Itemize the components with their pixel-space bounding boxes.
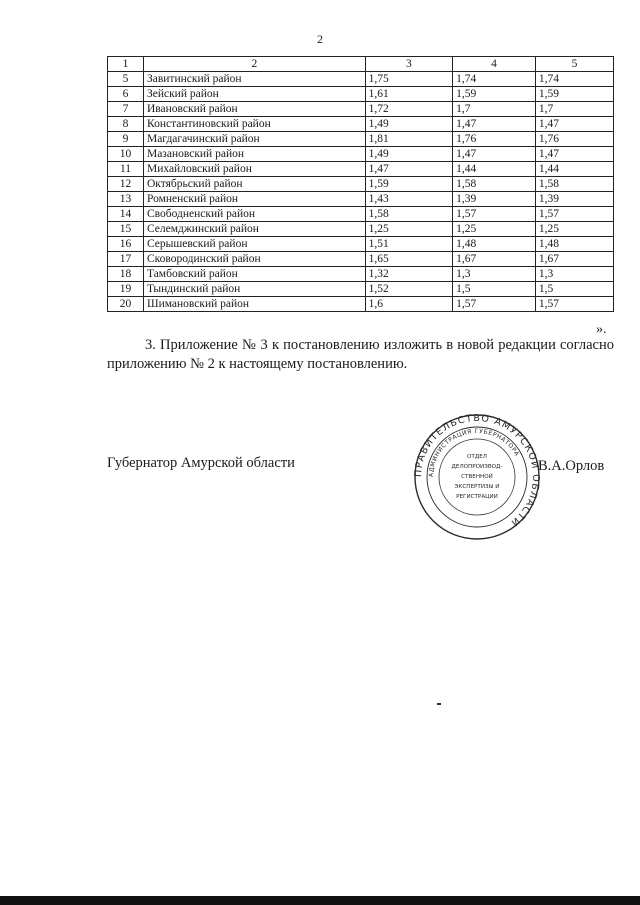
row-number: 18	[108, 267, 144, 282]
row-number: 8	[108, 117, 144, 132]
district-name: Магдагачинский район	[143, 132, 365, 147]
value-col-3: 1,81	[365, 132, 452, 147]
table-row	[108, 207, 614, 222]
value-col-3: 1,65	[365, 252, 452, 267]
seal-center-line-4: ЭКСПЕРТИЗЫ И	[454, 484, 500, 490]
value-col-5: 1,39	[535, 192, 613, 207]
value-col-3: 1,47	[365, 162, 452, 177]
value-col-5: 1,57	[535, 297, 613, 312]
district-name: Зейский район	[143, 87, 365, 102]
value-col-4: 1,25	[453, 222, 536, 237]
table-row	[108, 252, 614, 267]
value-col-4: 1,57	[453, 207, 536, 222]
district-name: Свободненский район	[143, 207, 365, 222]
table-row	[108, 87, 614, 102]
value-col-3: 1,52	[365, 282, 452, 297]
value-col-5: 1,67	[535, 252, 613, 267]
row-number: 6	[108, 87, 144, 102]
column-header-4: 4	[453, 57, 536, 72]
row-number: 17	[108, 252, 144, 267]
value-col-3: 1,25	[365, 222, 452, 237]
value-col-5: 1,47	[535, 147, 613, 162]
value-col-4: 1,58	[453, 177, 536, 192]
seal-center-line-3: СТВЕННОЙ	[461, 474, 493, 480]
row-number: 16	[108, 237, 144, 252]
signatory-name: В.А.Орлов	[538, 458, 605, 474]
value-col-3: 1,49	[365, 147, 452, 162]
value-col-5: 1,44	[535, 162, 613, 177]
row-number: 15	[108, 222, 144, 237]
table-header-row	[108, 57, 614, 72]
value-col-4: 1,57	[453, 297, 536, 312]
signature-title: Губернатор Амурской области	[107, 455, 295, 471]
district-name: Селемджинский район	[143, 222, 365, 237]
seal-center-line-1: ОТДЕЛ	[467, 454, 487, 460]
value-col-5: 1,57	[535, 207, 613, 222]
amendment-paragraph: 3. Приложение № 3 к постановлению изложить в новой редакции согласно приложению № 2 к настоящему постановлению.	[107, 337, 614, 372]
district-name: Завитинский район	[143, 72, 365, 87]
district-name: Мазановский район	[143, 147, 365, 162]
value-col-5: 1,48	[535, 237, 613, 252]
seal-outer-text: ПРАВИТЕЛЬСТВО АМУРСКОЙ ОБЛАСТИ	[412, 412, 542, 529]
district-name: Михайловский район	[143, 162, 365, 177]
row-number: 20	[108, 297, 144, 312]
value-col-3: 1,75	[365, 72, 452, 87]
value-col-4: 1,44	[453, 162, 536, 177]
value-col-3: 1,59	[365, 177, 452, 192]
district-name: Сковородинский район	[143, 252, 365, 267]
value-col-3: 1,58	[365, 207, 452, 222]
value-col-5: 1,3	[535, 267, 613, 282]
district-name: Константиновский район	[143, 117, 365, 132]
district-name: Октябрьский район	[143, 177, 365, 192]
district-name: Шимановский район	[143, 297, 365, 312]
value-col-4: 1,7	[453, 102, 536, 117]
table-row	[108, 282, 614, 297]
row-number: 9	[108, 132, 144, 147]
row-number: 11	[108, 162, 144, 177]
table-row	[108, 72, 614, 87]
row-number: 14	[108, 207, 144, 222]
table-row	[108, 162, 614, 177]
value-col-3: 1,6	[365, 297, 452, 312]
value-col-5: 1,25	[535, 222, 613, 237]
value-col-4: 1,39	[453, 192, 536, 207]
closing-quote: ».	[596, 322, 607, 337]
row-number: 5	[108, 72, 144, 87]
table-row	[108, 117, 614, 132]
seal-center-line-2: ДЕЛОПРОИЗВОД-	[451, 464, 503, 470]
row-number: 19	[108, 282, 144, 297]
table-row	[108, 147, 614, 162]
district-name: Ивановский район	[143, 102, 365, 117]
table-row	[108, 297, 614, 312]
value-col-5: 1,7	[535, 102, 613, 117]
row-number: 13	[108, 192, 144, 207]
value-col-4: 1,47	[453, 147, 536, 162]
column-header-1: 1	[108, 57, 144, 72]
value-col-4: 1,76	[453, 132, 536, 147]
row-number: 10	[108, 147, 144, 162]
page-number: 2	[317, 32, 323, 46]
value-col-3: 1,49	[365, 117, 452, 132]
seal-inner-text: АДМИНИСТРАЦИЯ ГУБЕРНАТОРА	[427, 427, 521, 478]
table-row	[108, 132, 614, 147]
row-number: 12	[108, 177, 144, 192]
value-col-4: 1,74	[453, 72, 536, 87]
column-header-2: 2	[143, 57, 365, 72]
value-col-4: 1,3	[453, 267, 536, 282]
table-row	[108, 102, 614, 117]
district-name: Тамбовский район	[143, 267, 365, 282]
value-col-4: 1,59	[453, 87, 536, 102]
value-col-5: 1,74	[535, 72, 613, 87]
district-name: Ромненский район	[143, 192, 365, 207]
scan-speck	[437, 703, 441, 705]
official-seal-stamp	[412, 412, 542, 542]
districts-coefficients-table	[107, 56, 614, 312]
column-header-5: 5	[535, 57, 613, 72]
value-col-5: 1,76	[535, 132, 613, 147]
value-col-4: 1,47	[453, 117, 536, 132]
table-row	[108, 222, 614, 237]
column-header-3: 3	[365, 57, 452, 72]
scan-edge-bar	[0, 896, 640, 905]
table-body	[108, 57, 614, 312]
value-col-4: 1,48	[453, 237, 536, 252]
seal-center-line-5: РЕГИСТРАЦИИ	[456, 494, 498, 500]
value-col-5: 1,47	[535, 117, 613, 132]
district-name: Серышевский район	[143, 237, 365, 252]
value-col-5: 1,5	[535, 282, 613, 297]
value-col-3: 1,61	[365, 87, 452, 102]
value-col-5: 1,59	[535, 87, 613, 102]
value-col-4: 1,67	[453, 252, 536, 267]
value-col-5: 1,58	[535, 177, 613, 192]
table-row	[108, 192, 614, 207]
table-row	[108, 237, 614, 252]
value-col-3: 1,43	[365, 192, 452, 207]
value-col-4: 1,5	[453, 282, 536, 297]
value-col-3: 1,51	[365, 237, 452, 252]
value-col-3: 1,32	[365, 267, 452, 282]
table-row	[108, 177, 614, 192]
district-name: Тындинский район	[143, 282, 365, 297]
value-col-3: 1,72	[365, 102, 452, 117]
row-number: 7	[108, 102, 144, 117]
table-row	[108, 267, 614, 282]
